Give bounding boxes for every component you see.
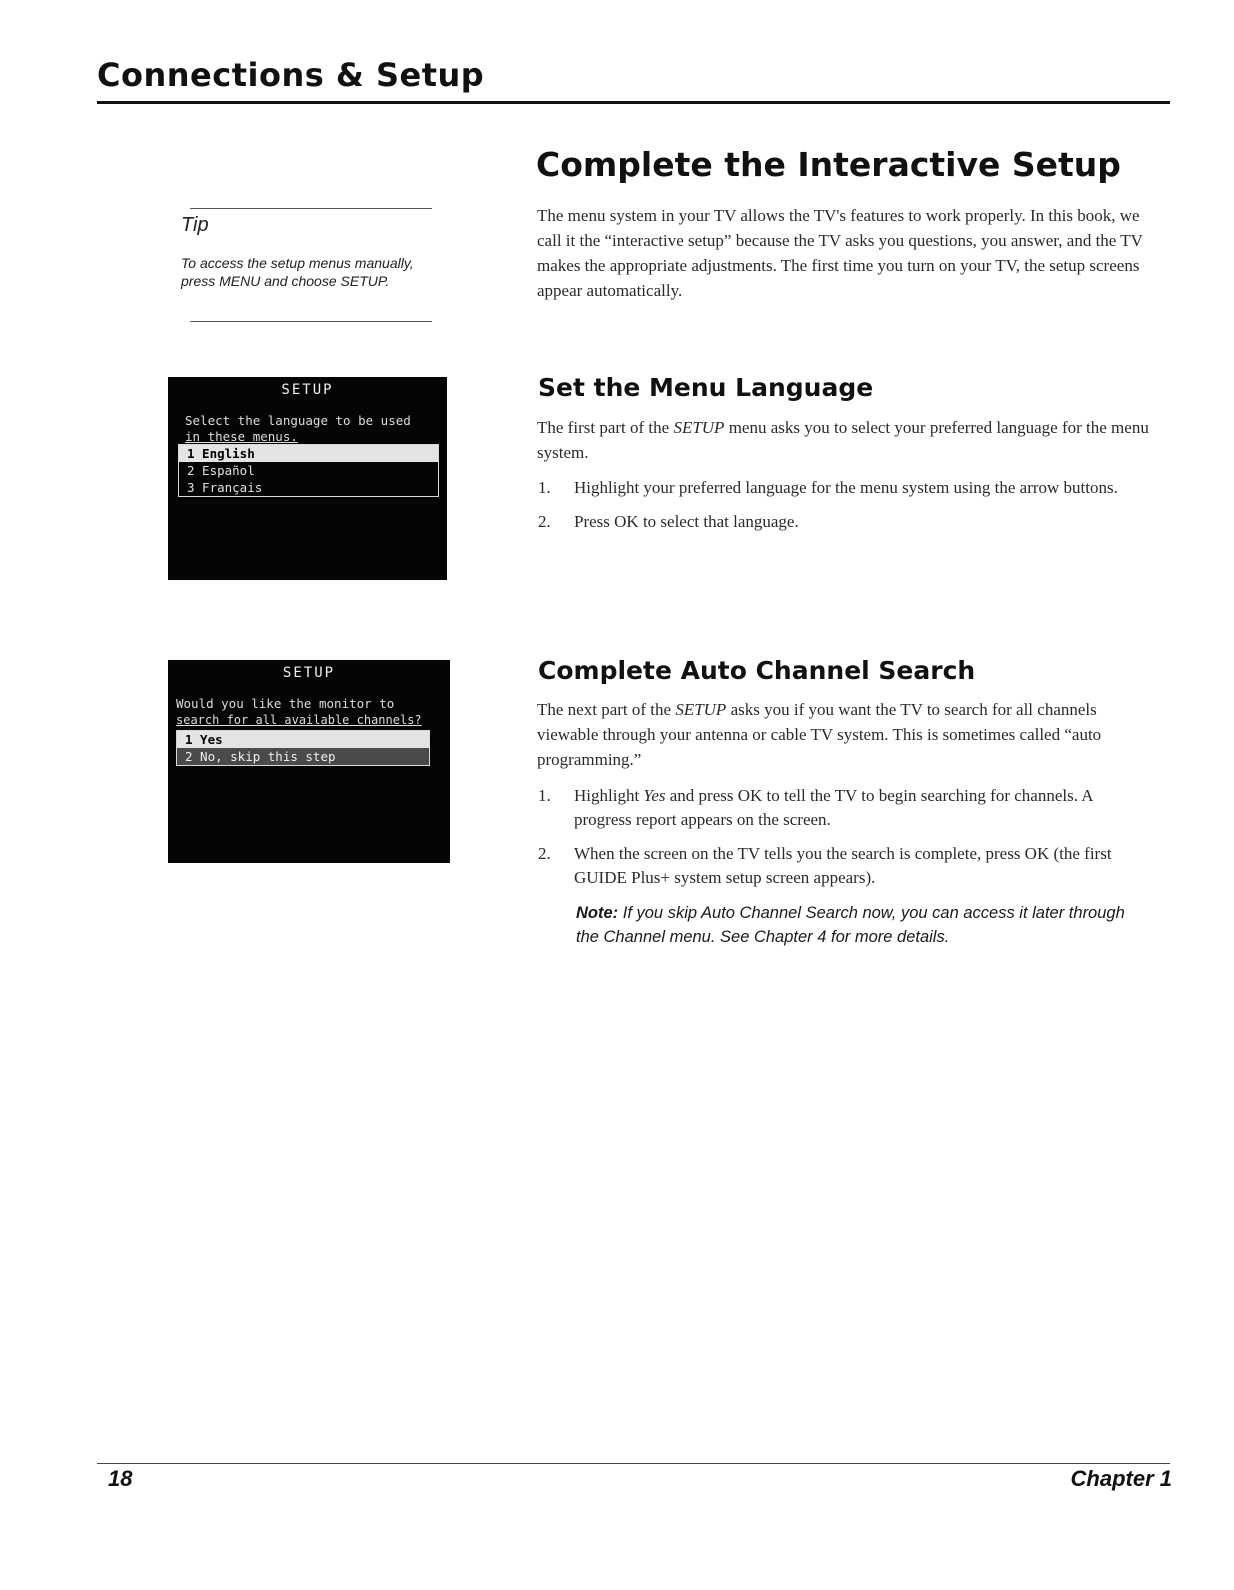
option-francais[interactable]: 3 Français [187,480,263,495]
language-intro-before: The first part of the [537,418,674,437]
language-steps [538,476,1150,544]
screen-prompt [176,696,422,728]
tip-text: To access the setup menus manually, press MENU and choose SETUP. [181,255,414,289]
channel-search-options [176,730,430,766]
language-intro [537,415,1162,465]
setup-language-screen [168,377,447,580]
section-title: Connections & Setup [97,56,485,94]
list-item [538,510,1150,534]
chapter-label: Chapter 1 [1070,1466,1172,1491]
tip-top-rule [190,208,432,209]
header-rule [97,101,1170,104]
page-title: Complete the Interactive Setup [536,145,1121,184]
note-text: If you skip Auto Channel Search now, you can access it later through the Channel menu. See Chapter 4 for more details. [576,904,1125,946]
language-options [178,444,439,497]
channel-intro-before: The next part of the [537,700,676,719]
channel-search-steps [538,784,1150,900]
page-number: 18 [108,1466,133,1491]
setup-term: SETUP [673,418,725,437]
screen-title: SETUP [282,665,336,681]
step-number: 2. [538,844,551,863]
language-heading: Set the Menu Language [538,373,874,402]
channel-search-intro [537,697,1162,772]
step-text: When the screen on the TV tells you the search is complete, press OK (the first GUIDE Plus+ system setup screen appears). [574,844,1112,887]
tip-bottom-rule [190,321,432,322]
note-label: Note: [576,904,619,922]
option-espanol[interactable]: 2 Español [187,463,255,478]
channel-intro-after: asks you if you want the TV to search for all channels viewable through your antenna or cable TV system. This is sometimes called “auto programming.” [537,700,1102,769]
footer-rule [97,1463,1170,1464]
yes-term: Yes [643,786,666,805]
setup-term: SETUP [675,700,727,719]
prompt-line: Would you like the monitor to [176,696,395,711]
channel-search-heading: Complete Auto Channel Search [538,656,976,685]
screen-prompt [185,413,411,445]
step-text: Press OK to select that language. [574,512,799,531]
list-item [538,842,1150,890]
prompt-line: Select the language to be used [185,413,411,428]
step-number: 1. [538,786,551,805]
step-text-before: Highlight [574,786,644,805]
option-yes[interactable]: 1 Yes [177,731,429,748]
option-english[interactable]: 1 English [179,445,438,462]
intro-paragraph: The menu system in your TV allows the TV's features to work properly. In this book, we call it the “interactive setup” because the TV asks you questions, you answer, and the TV makes the appropriate adjustments. The first time you turn on your TV, the setup screens appear automatically. [537,206,1143,300]
list-item [538,784,1150,832]
setup-channel-search-screen [168,660,450,863]
step-text: Highlight your preferred language for the menu system using the arrow buttons. [574,478,1118,497]
prompt-line: in these menus. [185,429,298,444]
note [576,901,1151,949]
tip-label: Tip [181,214,209,236]
language-intro-after: menu asks you to select your preferred language for the menu system. [537,418,1149,462]
screen-title: SETUP [281,382,334,398]
option-no-skip[interactable]: 2 No, skip this step [177,748,429,765]
list-item [538,476,1150,500]
step-text-after: and press OK to tell the TV to begin searching for channels. A progress report appears on the screen. [574,786,1093,829]
step-number: 1. [538,478,551,497]
prompt-line: search for all available channels? [176,713,422,727]
step-number: 2. [538,512,551,531]
